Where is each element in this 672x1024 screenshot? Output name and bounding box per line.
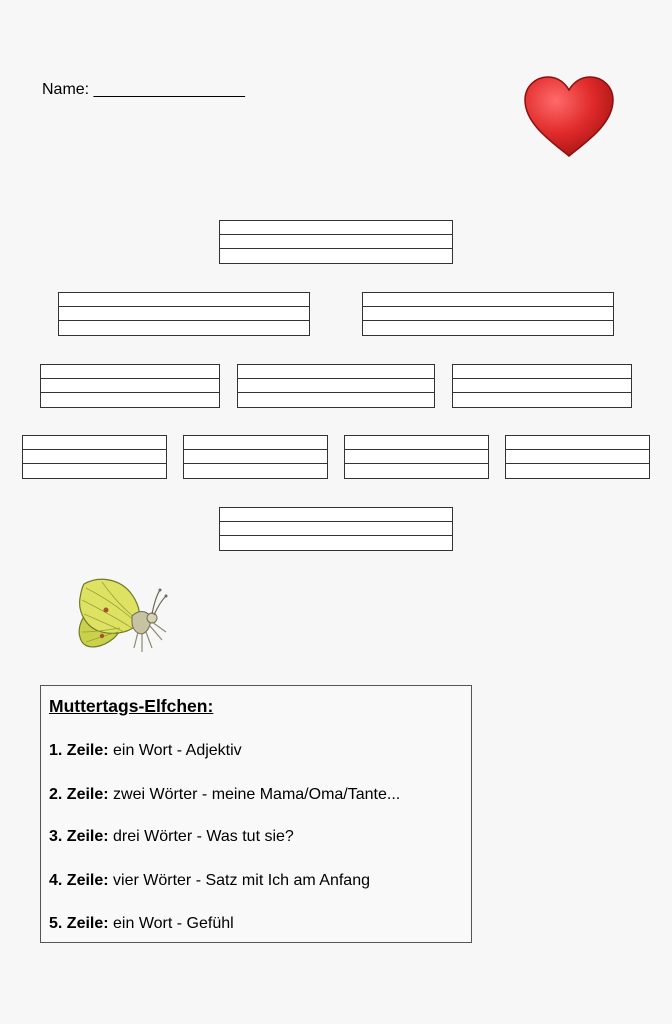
instruction-line-1 [49, 742, 242, 760]
writing-box-row4-2[interactable] [183, 435, 328, 479]
instruction-line-text: ein Wort - Adjektiv [108, 742, 242, 759]
writing-box-row5[interactable] [219, 507, 453, 551]
butterfly-icon [72, 574, 170, 660]
instruction-line-text: ein Wort - Gefühl [108, 915, 234, 932]
writing-box-row3-1[interactable] [40, 364, 220, 408]
instruction-line-2 [49, 786, 400, 804]
instruction-line-label: 2. Zeile: [49, 786, 109, 803]
instruction-line-text: zwei Wörter - meine Mama/Oma/Tante... [108, 786, 401, 803]
writing-box-row4-1[interactable] [22, 435, 167, 479]
writing-box-row2-2[interactable] [362, 292, 614, 336]
writing-box-row1[interactable] [219, 220, 453, 264]
instruction-line-text: vier Wörter - Satz mit Ich am Anfang [108, 872, 370, 889]
name-label: Name: _________________ [42, 81, 245, 98]
instruction-line-5 [49, 915, 234, 933]
instruction-line-3 [49, 828, 294, 846]
writing-box-row3-2[interactable] [237, 364, 435, 408]
instruction-line-text: drei Wörter - Was tut sie? [108, 828, 294, 845]
writing-box-row4-3[interactable] [344, 435, 489, 479]
instruction-line-label: 3. Zeile: [49, 828, 109, 845]
writing-box-row4-4[interactable] [505, 435, 650, 479]
instructions-title: Muttertags-Elfchen: [49, 696, 214, 716]
instruction-line-label: 4. Zeile: [49, 872, 109, 889]
instruction-line-label: 5. Zeile: [49, 915, 109, 932]
writing-box-row2-1[interactable] [58, 292, 310, 336]
writing-box-row3-3[interactable] [452, 364, 632, 408]
heart-icon [522, 74, 616, 160]
instructions-box [40, 685, 472, 943]
instruction-line-label: 1. Zeile: [49, 742, 109, 759]
instruction-line-4 [49, 872, 370, 890]
